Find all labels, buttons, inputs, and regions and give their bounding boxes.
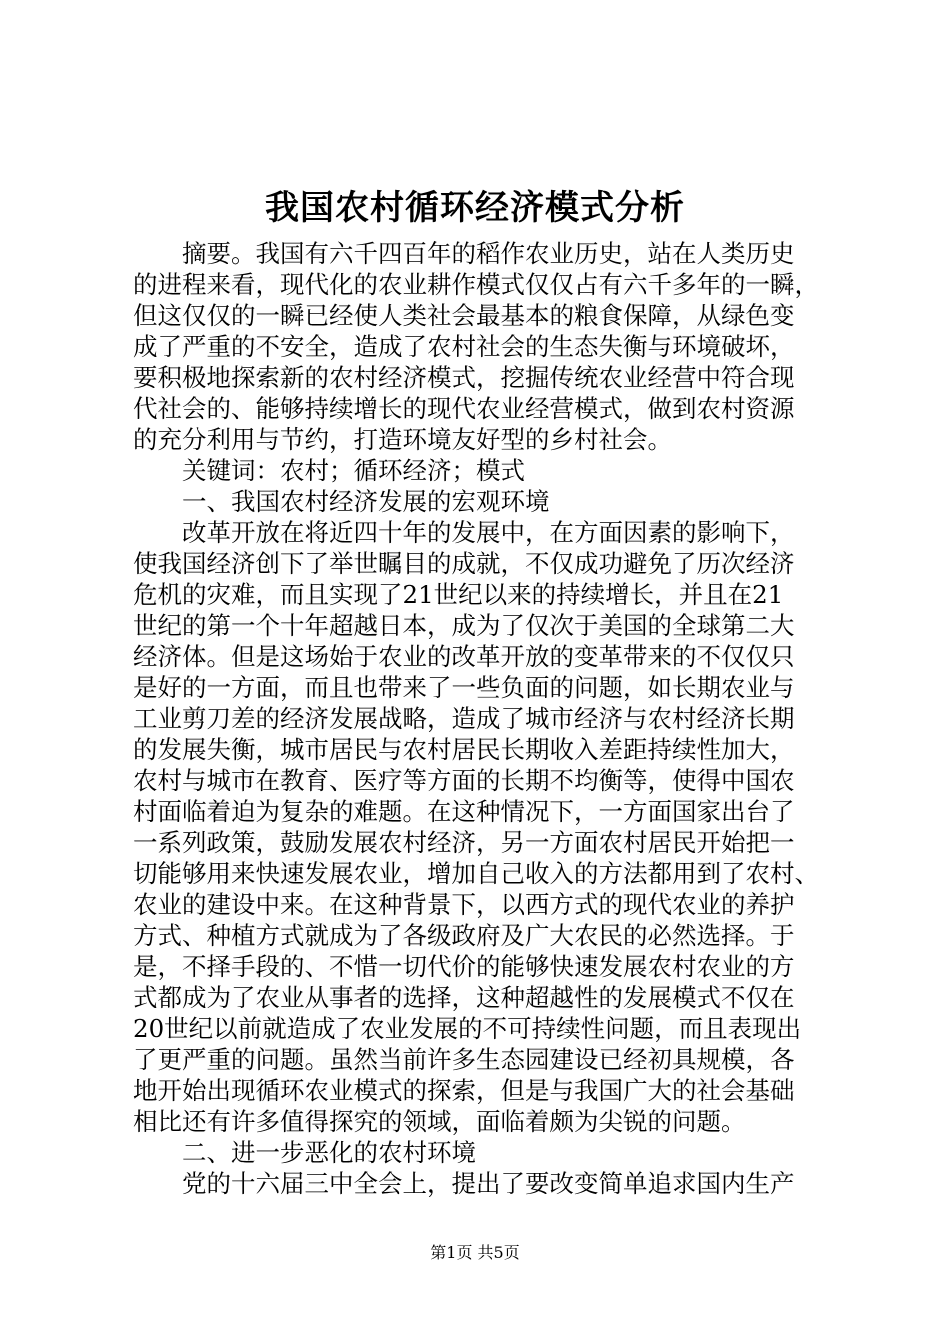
text-line: 农业的建设中来。在这种背景下，以西方式的现代农业的养护 (133, 890, 795, 919)
text-line: 关键词：农村；循环经济；模式 (133, 456, 525, 485)
text-line: 党的十六届三中全会上，提出了要改变简单追求国内生产 (133, 1169, 795, 1198)
text-line: 的进程来看，现代化的农业耕作模式仅仅占有六千多年的一瞬， (133, 270, 819, 299)
text-line: 一系列政策，鼓励发展农村经济，另一方面农村居民开始把一 (133, 828, 795, 857)
text-line: 的充分利用与节约，打造环境友好型的乡村社会。 (133, 425, 672, 454)
text-line: 代社会的、能够持续增长的现代农业经营模式，做到农村资源 (133, 394, 795, 423)
text-line: 切能够用来快速发展农业，增加自己收入的方法都用到了农村、 (133, 859, 819, 888)
text-line: 改革开放在将近四十年的发展中，在方面因素的影响下， (133, 518, 795, 547)
text-line: 工业剪刀差的经济发展战略，造成了城市经济与农村经济长期 (133, 704, 795, 733)
text-line: 地开始出现循环农业模式的探索，但是与我国广大的社会基础 (133, 1076, 795, 1105)
text-line: 方式、种植方式就成为了各级政府及广大农民的必然选择。于 (133, 921, 795, 950)
text-line: 了更严重的问题。虽然当前许多生态园建设已经初具规模，各 (133, 1045, 795, 1074)
text-line: 是，不择手段的、不惜一切代价的能够快速发展农村农业的方 (133, 952, 795, 981)
page-footer: 第1页 共5页 (430, 1243, 520, 1262)
text-line: 使我国经济创下了举世瞩目的成就，不仅成功避免了历次经济 (133, 549, 795, 578)
text-line: 摘要。我国有六千四百年的稻作农业历史，站在人类历史 (133, 239, 795, 268)
document-title: 我国农村循环经济模式分析 (265, 188, 685, 228)
text-line: 的发展失衡，城市居民与农村居民长期收入差距持续性加大， (133, 735, 795, 764)
text-line: 经济体。但是这场始于农业的改革开放的变革带来的不仅仅只 (133, 642, 795, 671)
text-line: 村面临着迫为复杂的难题。在这种情况下，一方面国家出台了 (133, 797, 795, 826)
text-line: 农村与城市在教育、医疗等方面的长期不均衡等，使得中国农 (133, 766, 795, 795)
text-line: 成了严重的不安全，造成了农村社会的生态失衡与环境破坏， (133, 332, 795, 361)
document-body (133, 238, 833, 1199)
text-line: 相比还有许多值得探究的领域，面临着颇为尖锐的问题。 (133, 1107, 746, 1136)
text-line: 二、进一步恶化的农村环境 (133, 1138, 476, 1167)
text-line: 但这仅仅的一瞬已经使人类社会最基本的粮食保障，从绿色变 (133, 301, 795, 330)
text-line: 危机的灾难，而且实现了21世纪以来的持续增长，并且在21 (133, 580, 784, 609)
text-line: 式都成为了农业从事者的选择，这种超越性的发展模式不仅在 (133, 983, 795, 1012)
text-line: 世纪的第一个十年超越日本，成为了仅次于美国的全球第二大 (133, 611, 795, 640)
text-line: 要积极地探索新的农村经济模式，挖掘传统农业经营中符合现 (133, 363, 795, 392)
text-line: 是好的一方面，而且也带来了一些负面的问题，如长期农业与 (133, 673, 795, 702)
text-line: 20世纪以前就造成了农业发展的不可持续性问题，而且表现出 (133, 1014, 802, 1043)
text-line: 一、我国农村经济发展的宏观环境 (133, 487, 550, 516)
